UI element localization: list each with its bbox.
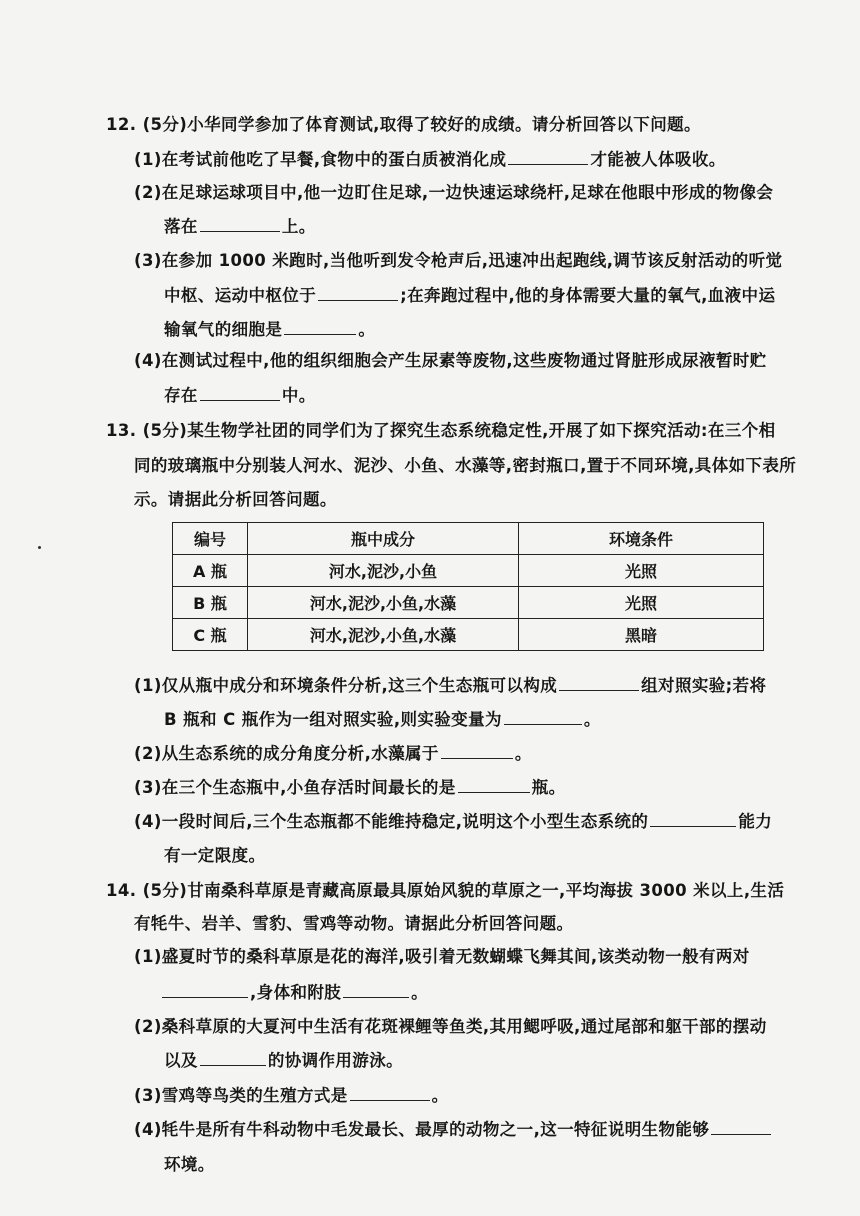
q12-part2-line2: 落在 上。 (164, 217, 316, 236)
table-cell: 黑暗 (519, 619, 764, 651)
q13-stem-line1: 13. (5分)某生物学社团的同学们为了探究生态系统稳定性,开展了如下探究活动:在三个相 (106, 421, 776, 440)
table-cell: 光照 (519, 587, 764, 619)
answer-blank[interactable] (508, 148, 588, 165)
table-cell: C 瓶 (173, 619, 248, 651)
q14-part1-line2: ,身体和附肢 。 (160, 981, 428, 1004)
answer-blank[interactable] (200, 215, 280, 232)
table-header-cell: 编号 (173, 523, 248, 555)
answer-blank[interactable] (711, 1118, 771, 1135)
table-cell: B 瓶 (173, 587, 248, 619)
answer-blank[interactable] (284, 318, 356, 335)
q13-part3: (3)在三个生态瓶中,小鱼存活时间最长的是 瓶。 (134, 778, 566, 797)
answer-blank[interactable] (559, 674, 639, 691)
table-cell: 光照 (519, 555, 764, 587)
q12-part4-line2: 存在 中。 (164, 386, 316, 405)
q12-part1: (1)在考试前他吃了早餐,食物中的蛋白质被消化成 才能被人体吸收。 (134, 150, 726, 169)
table-cell: 河水,泥沙,小鱼 (248, 555, 519, 587)
q14-part4-line2: 环境。 (164, 1155, 215, 1174)
q14-stem-line2: 有牦牛、岩羊、雪豹、雪鸡等动物。请据此分析回答问题。 (134, 914, 574, 933)
q14-part2-line1: (2)桑科草原的大夏河中生活有花斑裸鲤等鱼类,其用鳃呼吸,通过尾部和躯干部的摆动 (134, 1017, 767, 1036)
q12-part3-line1: (3)在参加 1000 米跑时,当他听到发令枪声后,迅速冲出起跑线,调节该反射活动的听觉 (134, 251, 783, 270)
table-row (173, 619, 764, 651)
q14-stem-line1: 14. (5分)甘南桑科草原是青藏高原最具原始风貌的草原之一,平均海拔 3000 米以上,生活 (106, 881, 785, 900)
q13-part1-line2: B 瓶和 C 瓶作为一组对照实验,则实验变量为 。 (164, 710, 601, 729)
q13-part1-line1: (1)仅从瓶中成分和环境条件分析,这三个生态瓶可以构成 组对照实验;若将 (134, 676, 767, 695)
answer-blank[interactable] (318, 284, 398, 301)
q12-stem: 12. (5分)小华同学参加了体育测试,取得了较好的成绩。请分析回答以下问题。 (106, 115, 701, 134)
answer-blank[interactable] (504, 708, 582, 725)
table-row (173, 587, 764, 619)
table-header-row (173, 523, 764, 555)
q14-part4-line1: (4)牦牛是所有牛科动物中毛发最长、最厚的动物之一,这一特征说明生物能够 (134, 1118, 773, 1141)
scan-speck (38, 546, 41, 549)
q13-stem-line2: 同的玻璃瓶中分别装人河水、泥沙、小鱼、水藻等,密封瓶口,置于不同环境,具体如下表所 (134, 456, 797, 475)
q12-part3-line3: 输氧气的细胞是 。 (164, 320, 376, 339)
answer-blank[interactable] (350, 1084, 430, 1101)
q13-part4-line1: (4)一段时间后,三个生态瓶都不能维持稳定,说明这个小型生态系统的 能力 (134, 812, 773, 831)
experiment-table (172, 522, 764, 651)
q12-part2-line1: (2)在足球运球项目中,他一边盯住足球,一边快速运球绕杆,足球在他眼中形成的物像会 (134, 183, 774, 202)
q14-part3: (3)雪鸡等鸟类的生殖方式是 。 (134, 1086, 449, 1105)
q13-part4-line2: 有一定限度。 (164, 846, 266, 865)
table-row (173, 555, 764, 587)
answer-blank[interactable] (200, 384, 280, 401)
q14-part2-line2: 以及 的协调作用游泳。 (164, 1051, 404, 1070)
table-cell: 河水,泥沙,小鱼,水藻 (248, 587, 519, 619)
q14-part1-line1: (1)盛夏时节的桑科草原是花的海洋,吸引着无数蝴蝶飞舞其间,该类动物一般有两对 (134, 947, 750, 966)
q12-part3-line2: 中枢、运动中枢位于 ;在奔跑过程中,他的身体需要大量的氧气,血液中运 (164, 286, 776, 305)
answer-blank[interactable] (650, 810, 736, 827)
q12-part4-line1: (4)在测试过程中,他的组织细胞会产生尿素等废物,这些废物通过肾脏形成尿液暂时贮 (134, 351, 767, 370)
answer-blank[interactable] (343, 981, 409, 998)
answer-blank[interactable] (162, 981, 248, 998)
q13-stem-line3: 示。请据此分析回答问题。 (134, 490, 337, 509)
q13-part2: (2)从生态系统的成分角度分析,水藻属于 。 (134, 744, 532, 763)
answer-blank[interactable] (458, 776, 530, 793)
answer-blank[interactable] (441, 742, 513, 759)
table-header-cell: 环境条件 (519, 523, 764, 555)
answer-blank[interactable] (200, 1049, 266, 1066)
table-header-cell: 瓶中成分 (248, 523, 519, 555)
table-cell: A 瓶 (173, 555, 248, 587)
table-cell: 河水,泥沙,小鱼,水藻 (248, 619, 519, 651)
